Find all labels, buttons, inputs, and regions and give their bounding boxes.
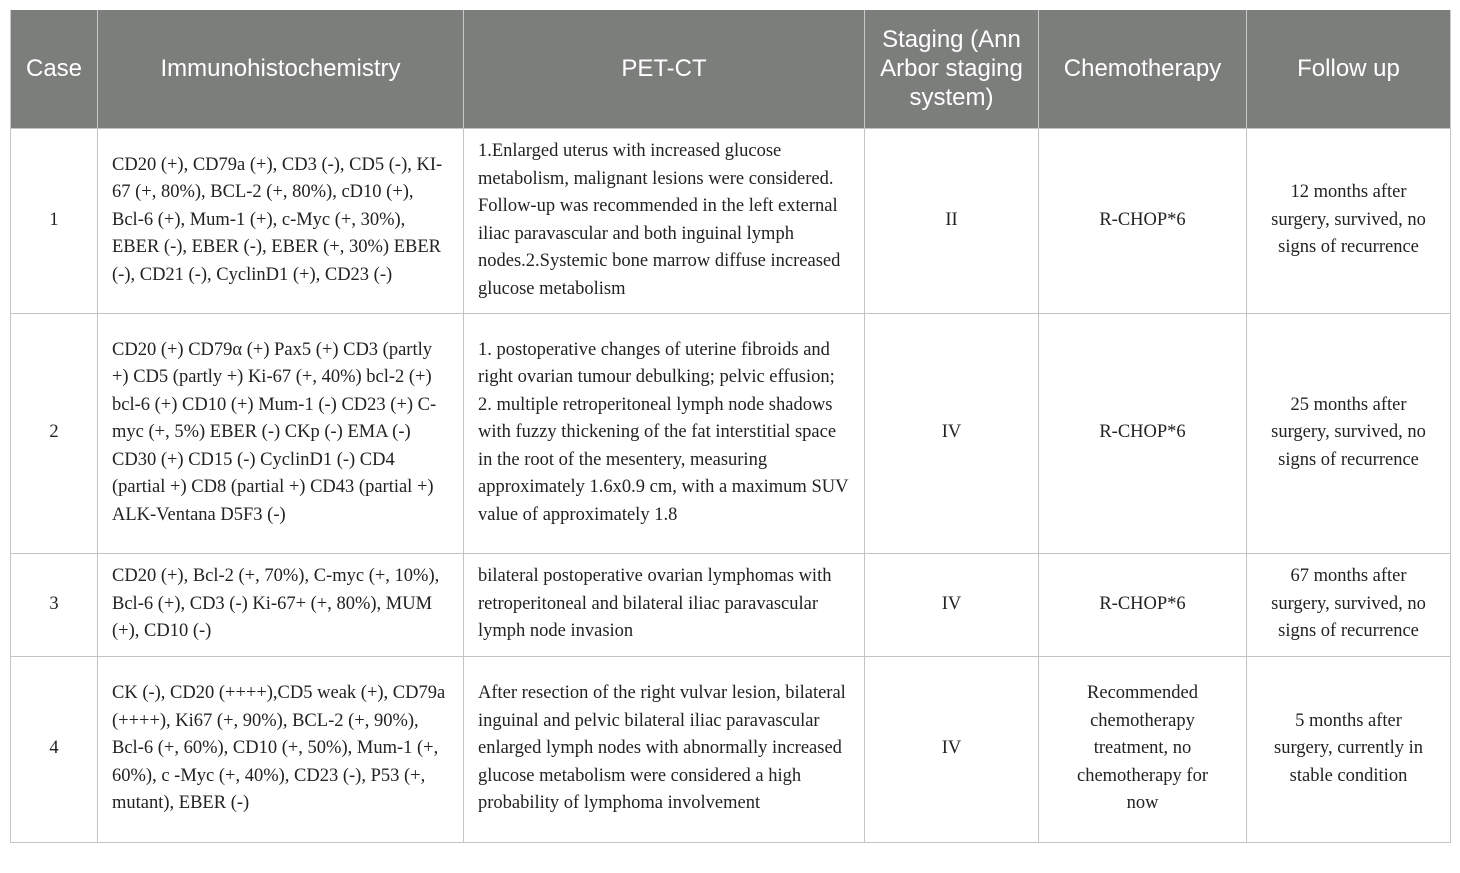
header-row [11,10,1451,128]
cell-pet-ct: bilateral postoperative ovarian lymphomas with retroperitoneal and bilateral iliac paravascular lymph node invasion [464,553,865,656]
table-row [11,656,1451,842]
table-row [11,128,1451,313]
table-row [11,553,1451,656]
header-chemotherapy: Chemotherapy [1039,10,1247,128]
cell-staging: IV [865,656,1039,842]
header-pet-ct: PET-CT [464,10,865,128]
cell-staging: IV [865,313,1039,553]
cell-immunohistochemistry: CD20 (+), CD79a (+), CD3 (-), CD5 (-), KI-67 (+, 80%), BCL-2 (+, 80%), cD10 (+), Bcl-6 (+), Mum-1 (+), c-Myc (+, 30%), EBER (-), EBER (-), EBER (+, 30%) EBER (-), CD21 (-), CyclinD1 (+), CD23 (-) [98,128,464,313]
cell-staging: II [865,128,1039,313]
cell-chemotherapy: Recommended chemotherapy treatment, no chemotherapy for now [1039,656,1247,842]
cell-pet-ct: 1. postoperative changes of uterine fibroids and right ovarian tumour debulking; pelvic effusion; 2. multiple retroperitoneal lymph node shadows with fuzzy thickening of the fat interstitial space in the root of the mesentery, measuring approximately 1.6x0.9 cm, with a maximum SUV value of approximately 1.8 [464,313,865,553]
cell-case: 3 [11,553,98,656]
header-staging [865,10,1039,128]
cell-pet-ct: 1.Enlarged uterus with increased glucose metabolism, malignant lesions were considered. Follow-up was recommended in the left external iliac paravascular and both inguinal lymph nodes.2.Systemic bone marrow diffuse increased glucose metabolism [464,128,865,313]
table-container [10,10,1450,843]
header-immunohistochemistry: Immunohistochemistry [98,10,464,128]
cell-case: 4 [11,656,98,842]
cell-chemotherapy: R-CHOP*6 [1039,553,1247,656]
cell-chemotherapy: R-CHOP*6 [1039,313,1247,553]
cell-case: 2 [11,313,98,553]
header-case: Case [11,10,98,128]
clinical-cases-table [10,10,1451,843]
cell-staging: IV [865,553,1039,656]
cell-chemotherapy: R-CHOP*6 [1039,128,1247,313]
cell-pet-ct: After resection of the right vulvar lesion, bilateral inguinal and pelvic bilateral iliac paravascular enlarged lymph nodes with abnormally increased glucose metabolism were considered a high probability of lymphoma involvement [464,656,865,842]
cell-follow-up: 67 months after surgery, survived, no signs of recurrence [1247,553,1451,656]
cell-follow-up: 25 months after surgery, survived, no signs of recurrence [1247,313,1451,553]
cell-immunohistochemistry: CK (-), CD20 (++++),CD5 weak (+), CD79a (++++), Ki67 (+, 90%), BCL-2 (+, 90%), Bcl-6 (+, 60%), CD10 (+, 50%), Mum-1 (+, 60%), c -Myc (+, 40%), CD23 (-), P53 (+, mutant), EBER (-) [98,656,464,842]
header-staging-label: Staging (Ann Arbor staging system) [880,26,1023,112]
cell-follow-up: 5 months after surgery, currently in stable condition [1247,656,1451,842]
cell-immunohistochemistry: CD20 (+), Bcl-2 (+, 70%), C-myc (+, 10%), Bcl-6 (+), CD3 (-) Ki-67+ (+, 80%), MUM (+), CD10 (-) [98,553,464,656]
cell-case: 1 [11,128,98,313]
header-follow-up: Follow up [1247,10,1451,128]
table-row [11,313,1451,553]
cell-immunohistochemistry: CD20 (+) CD79α (+) Pax5 (+) CD3 (partly +) CD5 (partly +) Ki-67 (+, 40%) bcl-2 (+) bcl-6 (+) CD10 (+) Mum-1 (-) CD23 (+) C-myc (+, 5%) EBER (-) CKp (-) EMA (-) CD30 (+) CD15 (-) CyclinD1 (-) CD4 (partial +) CD8 (partial +) CD43 (partial +) ALK-Ventana D5F3 (-) [98,313,464,553]
cell-follow-up: 12 months after surgery, survived, no signs of recurrence [1247,128,1451,313]
